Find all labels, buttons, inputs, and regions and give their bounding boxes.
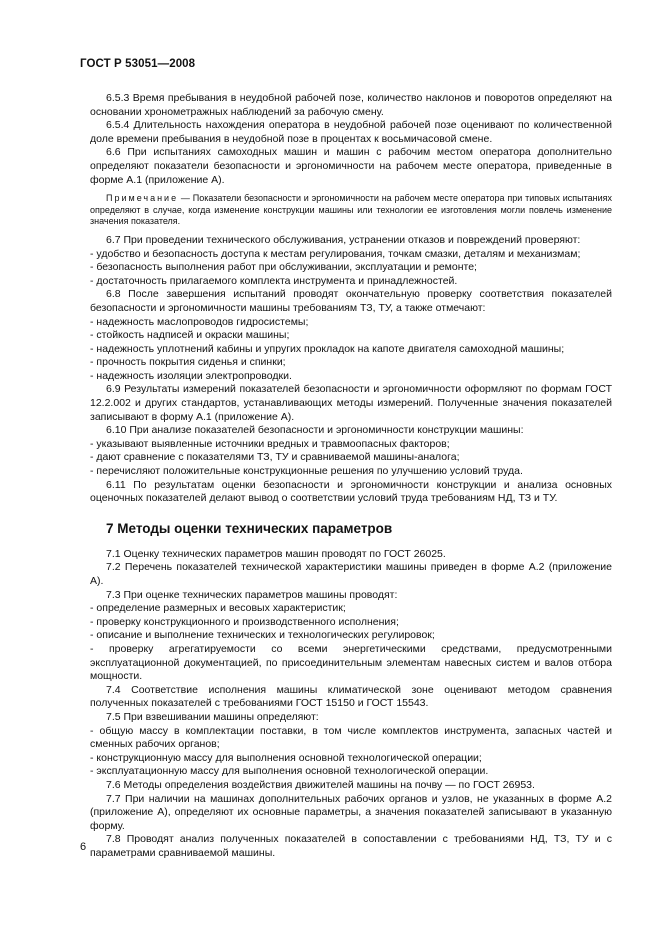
note-label: Примечание bbox=[106, 193, 179, 204]
note-text: — Показатели безопасности и эргономичности на рабочем месте оператора при типовых испытаниях определяют в случае, когда изменение конструкции машины или технологии ее изготовления могли повлечь изменение значения показателя. bbox=[90, 193, 612, 227]
list-item: - безопасность выполнения работ при обслуживании, эксплуатации и ремонте; bbox=[90, 261, 477, 274]
list-item: - стойкость надписей и окраски машины; bbox=[90, 329, 290, 342]
paragraph-6-5-3: 6.5.3 Время пребывания в неудобной рабочей позе, количество наклонов и поворотов определяют на основании хронометражных наблюдений за рабочую смену. bbox=[90, 92, 612, 118]
list-item: - надежность уплотнений кабины и упругих прокладок на капоте двигателя самоходной машины; bbox=[90, 342, 565, 355]
list-item: - проверку агрегатируемости со всеми энергетическими средствами, предусмотренными эксплуатационной документацией, по присоединительным элементам навесных систем и валов отбора мощности. bbox=[90, 642, 612, 683]
list-item: - описание и выполнение технических и технологических регулировок; bbox=[90, 629, 435, 642]
paragraph-7-2: 7.2 Перечень показателей технической характеристики машины приведен в форме А.2 (приложение А). bbox=[90, 561, 612, 587]
paragraph-6-5-4: 6.5.4 Длительность нахождения оператора в неудобной рабочей позе оценивают по количественной доле времени пребывания в неудобной позе в процентах к восьмичасовой смене. bbox=[90, 119, 612, 145]
list-item: - удобство и безопасность доступа к местам регулирования, точкам смазки, деталям и механизмам; bbox=[90, 247, 581, 260]
list-item: - эксплуатационную массу для выполнения основной технологической операции. bbox=[90, 765, 489, 778]
document-header: ГОСТ Р 53051—2008 bbox=[80, 58, 196, 70]
list-item: - достаточность прилагаемого комплекта инструмента и принадлежностей. bbox=[90, 274, 458, 287]
paragraph-6-11: 6.11 По результатам оценки безопасности и эргономичности конструкции и анализа основных оценочных показателей делают вывод о соответствии условий труда требованиям НД, ТЗ и ТУ. bbox=[90, 478, 612, 505]
paragraph-6-7: 6.7 При проведении технического обслуживания, устранении отказов и повреждений проверяют: bbox=[106, 233, 581, 246]
list-item: - определение размерных и весовых характеристик; bbox=[90, 602, 346, 615]
list-item: - перечисляют положительные конструкционные решения по улучшению условий труда. bbox=[90, 465, 523, 478]
list-item: - общую массу в комплектации поставки, в том числе комплектов инструмента, запасных частей и сменных рабочих органов; bbox=[90, 724, 612, 751]
paragraph-7-8: 7.8 Проводят анализ полученных показателей в сопоставлении с требованиями НД, ТЗ, ТУ и с параметрами сравниваемой машины. bbox=[90, 833, 612, 859]
paragraph-6-10: 6.10 При анализе показателей безопасности и эргономичности конструкции машины: bbox=[106, 424, 524, 437]
list-item: - прочность покрытия сиденья и спинки; bbox=[90, 356, 286, 369]
paragraph-7-3: 7.3 При оценке технических параметров машины проводят: bbox=[106, 588, 398, 601]
paragraph-7-1: 7.1 Оценку технических параметров машин проводят по ГОСТ 26025. bbox=[106, 547, 446, 560]
list-item: - дают сравнение с показателями ТЗ, ТУ и сравниваемой машины-аналога; bbox=[90, 451, 460, 464]
paragraph-7-4: 7.4 Соответствие исполнения машины климатической зоне оценивают методом сравнения полученных показателей с требованиями ГОСТ 15150 и ГОСТ 15543. bbox=[90, 683, 612, 710]
list-item: - надежность маслопроводов гидросистемы; bbox=[90, 315, 309, 328]
list-item: - надежность изоляции электропроводки. bbox=[90, 369, 292, 382]
list-item: - указывают выявленные источники вредных и травмоопасных факторов; bbox=[90, 437, 450, 450]
paragraph-7-7: 7.7 При наличии на машинах дополнительных рабочих органов и узлов, не указанных в форме А.2 (приложение А), определяют их основные параметры, а значения показателей записывают в указанную форму. bbox=[90, 792, 612, 832]
paragraph-6-6: 6.6 При испытаниях самоходных машин и машин с рабочим местом оператора дополнительно определяют показатели безопасности и эргономичности на рабочем месте оператора, приведенные в форме А.1 (приложение А). bbox=[90, 146, 612, 186]
note bbox=[90, 193, 612, 228]
document-body bbox=[90, 92, 612, 860]
paragraph-6-9: 6.9 Результаты измерений показателей безопасности и эргономичности оформляют по формам ГОСТ 12.2.002 и других стандартов, устанавливающих методы измерений. Полученные значения показателей записывают в форму А.1 (приложение А). bbox=[90, 383, 612, 423]
page-number: 6 bbox=[80, 841, 87, 853]
list-item: - проверку конструкционного и производственного исполнения; bbox=[90, 615, 399, 628]
section-7-title: 7 Методы оценки технических параметров bbox=[106, 520, 393, 536]
paragraph-7-5: 7.5 При взвешивании машины определяют: bbox=[106, 710, 319, 723]
list-item: - конструкционную массу для выполнения основной технологической операции; bbox=[90, 751, 482, 764]
paragraph-6-8: 6.8 После завершения испытаний проводят окончательную проверку соответствия показателей безопасности и эргономичности машины требованиям ТЗ, ТУ, а также отмечают: bbox=[90, 288, 612, 314]
paragraph-7-6: 7.6 Методы определения воздействия движителей машины на почву — по ГОСТ 26953. bbox=[106, 778, 535, 791]
